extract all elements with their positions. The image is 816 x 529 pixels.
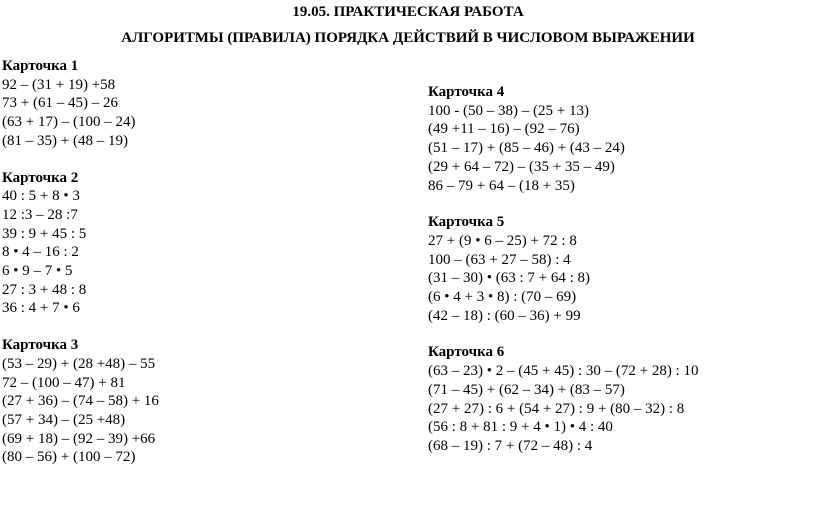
expression-line: 40 : 5 + 8 • 3 xyxy=(2,188,80,205)
expression-line: (69 + 18) – (92 – 39) +66 xyxy=(2,430,156,447)
right-column xyxy=(428,83,698,474)
expression-line: (31 – 30) • (63 : 7 + 64 : 8) xyxy=(428,270,591,287)
expression-line: (68 – 19) : 7 + (72 – 48) : 4 xyxy=(428,437,593,454)
expression-line: (6 • 4 + 3 • 8) : (70 – 69) xyxy=(428,289,577,306)
expression-line: (29 + 64 – 72) – (35 + 35 – 49) xyxy=(428,158,615,175)
expression-line: 72 – (100 – 47) + 81 xyxy=(2,374,126,391)
card-title: Карточка 6 xyxy=(428,344,505,361)
expression-line: 27 : 3 + 48 : 8 xyxy=(2,281,87,298)
expression-line: (27 + 27) : 6 + (54 + 27) : 9 + (80 – 32) : 8 xyxy=(428,400,685,417)
expression-line: 100 – (63 + 27 – 58) : 4 xyxy=(428,251,571,268)
card-1 xyxy=(2,57,159,151)
expression-line: (42 – 18) : (60 – 36) + 99 xyxy=(428,307,581,324)
expression-line: (53 – 29) + (28 +48) – 55 xyxy=(2,355,156,372)
expression-line: (49 +11 – 16) – (92 – 76) xyxy=(428,121,580,138)
expression-line: (57 + 34) – (25 +48) xyxy=(2,411,126,428)
expression-line: (63 + 17) – (100 – 24) xyxy=(2,114,136,131)
expression-line: (71 – 45) + (62 – 34) + (83 – 57) xyxy=(428,381,625,398)
expression-line: 86 – 79 + 64 – (18 + 35) xyxy=(428,177,575,194)
page-title: 19.05. ПРАКТИЧЕСКАЯ РАБОТА xyxy=(292,4,524,20)
expression-line: (27 + 36) – (74 – 58) + 16 xyxy=(2,393,159,410)
expression-line: 39 : 9 + 45 : 5 xyxy=(2,225,87,242)
expression-line: (81 – 35) + (48 – 19) xyxy=(2,132,128,149)
expression-line: 6 • 9 – 7 • 5 xyxy=(2,263,73,280)
expression-line: 12 :3 – 28 :7 xyxy=(2,206,78,223)
card-title: Карточка 3 xyxy=(2,337,79,354)
page-subtitle: АЛГОРИТМЫ (ПРАВИЛА) ПОРЯДКА ДЕЙСТВИЙ В ЧИСЛОВОМ ВЫРАЖЕНИИ xyxy=(121,30,695,46)
card-title: Карточка 5 xyxy=(428,214,505,231)
expression-line: (56 : 8 + 81 : 9 + 4 • 1) • 4 : 40 xyxy=(428,419,613,436)
expression-line: 100 - (50 – 38) – (25 + 13) xyxy=(428,102,589,119)
expression-line: (51 – 17) + (85 – 46) + (43 – 24) xyxy=(428,140,625,157)
expression-line: (63 – 23) • 2 – (45 + 45) : 30 – (72 + 28) : 10 xyxy=(428,363,699,380)
expression-line: 92 – (31 + 19) +58 xyxy=(2,76,116,93)
expression-line: 73 + (61 – 45) – 26 xyxy=(2,95,118,112)
card-title: Карточка 2 xyxy=(2,169,79,186)
card-6 xyxy=(428,343,698,455)
card-4 xyxy=(428,83,698,195)
left-column xyxy=(2,57,159,485)
expression-line: 27 + (9 • 6 – 25) + 72 : 8 xyxy=(428,232,577,249)
card-title: Карточка 1 xyxy=(2,58,79,74)
card-2 xyxy=(2,169,159,319)
card-title: Карточка 4 xyxy=(428,84,505,100)
expression-line: (80 – 56) + (100 – 72) xyxy=(2,449,136,466)
expression-line: 8 • 4 – 16 : 2 xyxy=(2,244,79,261)
expression-line: 36 : 4 + 7 • 6 xyxy=(2,300,80,317)
card-3 xyxy=(2,336,159,467)
card-5 xyxy=(428,213,698,325)
